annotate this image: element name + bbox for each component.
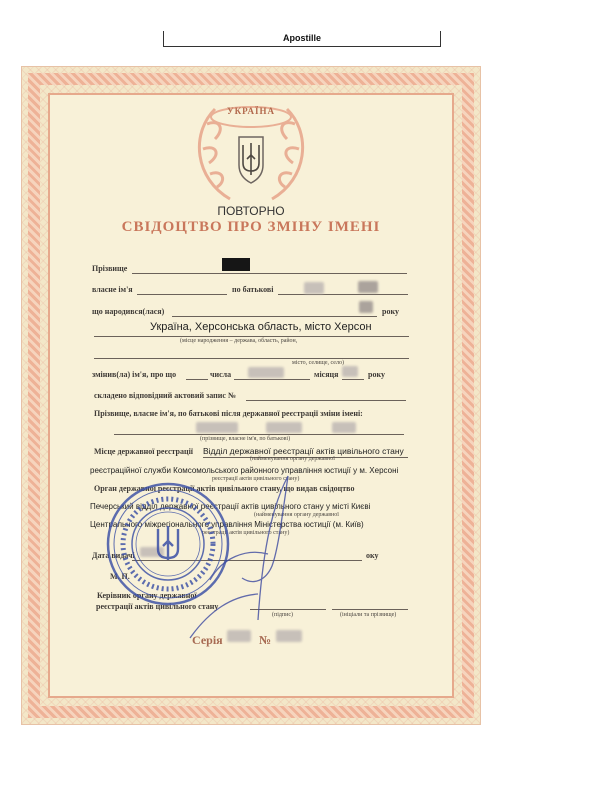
name-label: власне ім'я xyxy=(92,285,133,294)
month-line xyxy=(234,379,310,380)
record-number-line xyxy=(246,400,406,401)
duplicate-mark: ПОВТОРНО xyxy=(217,204,285,218)
number-label: № xyxy=(259,633,272,647)
country-label: УКРАЇНА xyxy=(227,106,275,116)
birthplace-line xyxy=(94,336,409,337)
birthplace-value: Україна, Херсонська область, місто Херсон xyxy=(150,321,372,333)
registry-place-caption1: (найменування органу державної xyxy=(250,456,335,462)
change-year-suffix: року xyxy=(368,370,385,379)
patronymic-line xyxy=(278,294,408,295)
name-line xyxy=(137,294,227,295)
issuer-caption2: реєстрації актів цивільного стану) xyxy=(202,530,290,536)
changed-label: змінив(ла) ім'я, про що xyxy=(92,370,177,379)
birthplace-caption: (місце народження – держава, область, район, xyxy=(180,338,298,344)
day-line xyxy=(186,379,208,380)
change-year-line xyxy=(342,379,364,380)
stamp-place: М. П. xyxy=(110,572,130,581)
registry-place-caption2: реєстрації актів цивільного стану) xyxy=(212,476,300,482)
birth-date-line xyxy=(172,316,377,317)
settlement-caption: місто, селище, село) xyxy=(292,360,344,366)
initials-line xyxy=(332,609,408,610)
issuer-caption1: (найменування органу державної xyxy=(254,512,339,518)
month-label: місяця xyxy=(314,370,339,379)
new-name-line xyxy=(114,434,404,435)
patronymic-label: по батькові xyxy=(232,285,274,294)
registry-place-line1: Відділ державної реєстрації актів цивільного стану xyxy=(203,446,404,456)
birth-year-suffix: року xyxy=(382,307,399,316)
surname-line xyxy=(132,273,407,274)
surname-label: Прізвище xyxy=(92,264,128,273)
redacted-day xyxy=(248,367,284,378)
redacted-birth-date xyxy=(359,301,373,313)
birth-label: що народився(лася) xyxy=(92,307,165,316)
issue-date-suffix: оку xyxy=(366,551,379,560)
issuer-line1: Печерський відділ державної реєстрації актів цивільного стану у місті Києві xyxy=(90,502,371,511)
certificate-title: СВІДОЦТВО ПРО ЗМІНУ ІМЕНІ xyxy=(121,219,381,235)
record-label: складено відповідний актовий запис № xyxy=(94,391,236,400)
redacted-patronymic-2 xyxy=(358,281,378,293)
redacted-new-name xyxy=(266,422,302,433)
redacted-patronymic xyxy=(304,282,324,294)
initials-caption: (ініціали та прізвище) xyxy=(340,612,397,618)
settlement-line xyxy=(94,358,409,359)
issue-date-label: Дата видачі xyxy=(92,551,135,560)
redacted-new-surname xyxy=(196,422,238,433)
head-label-2: реєстрації актів цивільного стану xyxy=(96,602,219,611)
series-label: Серія xyxy=(192,633,223,647)
new-name-label: Прізвище, власне ім'я, по батькові після державної реєстрації зміни імені: xyxy=(94,409,363,418)
issuer-label: Орган державної реєстрації актів цивільного стану, що видав свідоцтво xyxy=(94,484,355,493)
redacted-surname xyxy=(222,258,250,271)
head-label-1: Керівник органу державної xyxy=(97,591,197,600)
issuer-line2: Центрального міжрегіонального управління Міністерства юстиції (м. Київ) xyxy=(90,520,364,529)
registry-place-label: Місце державної реєстрації xyxy=(94,447,194,456)
apostille-header: Apostille xyxy=(163,31,441,47)
signature-caption: (підпис) xyxy=(272,612,294,618)
new-name-caption: (прізвище, власне ім'я, по батькові) xyxy=(200,436,291,442)
day-label: числа xyxy=(210,370,232,379)
handwritten-signature-icon xyxy=(150,470,310,640)
registry-place-line2: реєстраційної служби Комсомольського районного управління юстиції у м. Херсоні xyxy=(90,466,399,475)
redacted-year xyxy=(342,366,358,377)
redacted-new-patronymic xyxy=(332,422,356,433)
